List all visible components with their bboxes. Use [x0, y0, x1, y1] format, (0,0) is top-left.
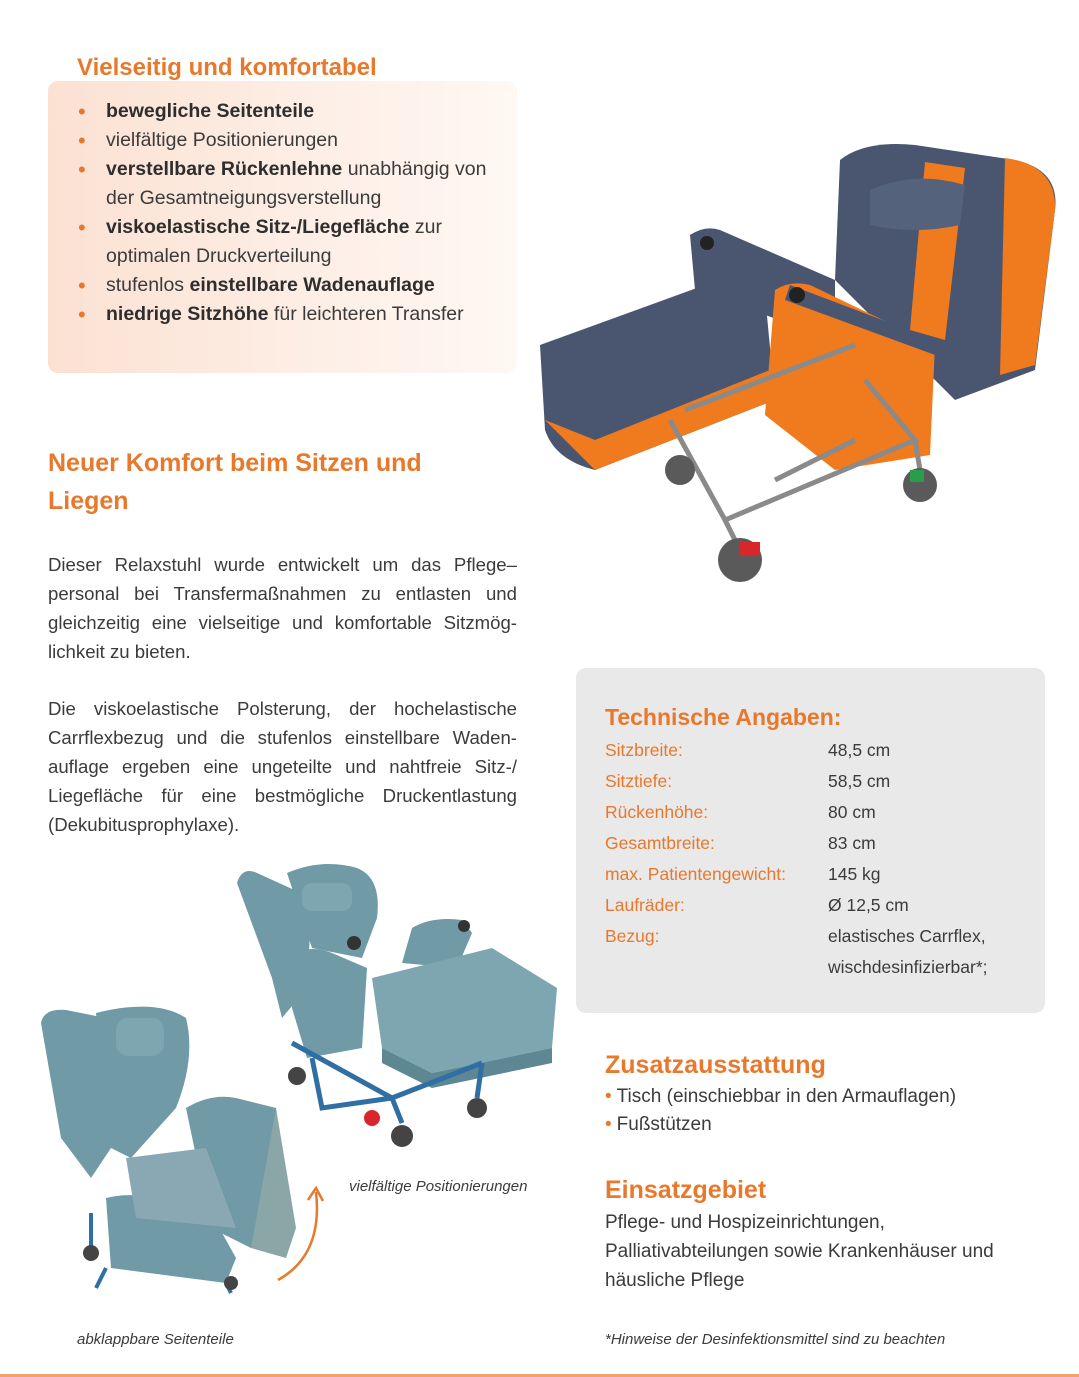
features-box [48, 81, 517, 373]
zusatz-list [605, 1083, 956, 1139]
zusatz-item [605, 1083, 956, 1111]
tech-label: Rückenhöhe: [605, 802, 709, 822]
chair-orange-photo [535, 140, 1065, 590]
tech-label: Sitzbreite: [605, 740, 683, 760]
feature-bold: einstellbare Wadenauflage [189, 274, 435, 296]
tech-value: 48,5 cm [828, 740, 891, 760]
bullet: • [78, 99, 86, 124]
tech-value: Ø 12,5 cm [828, 895, 909, 915]
feature-text: unabhängig von der Gesamtneigungsverstellung [106, 158, 487, 209]
tech-label: Laufräder: [605, 895, 685, 915]
bullet: • [78, 273, 86, 298]
einsatz-text: Pflege- und Hospizeinrichtungen, Palliativabteilungen sowie Krankenhäuser und häusliche Pflege [605, 1212, 994, 1291]
tech-value: elastisches Carrflex, [828, 926, 986, 946]
caption-positions: vielfältige Positionierungen [349, 1178, 528, 1195]
feature-bold: bewegliche Seitenteile [106, 100, 315, 122]
zusatz-title: Zusatzausstattung [605, 1051, 826, 1079]
bullet: • [78, 157, 86, 182]
curved-arrow-icon [268, 1180, 338, 1290]
tech-value: wischdesinfizierbar*; [828, 957, 988, 977]
zusatz-text: Tisch (einschiebbar in den Armauflagen) [616, 1086, 957, 1107]
feature-item [78, 213, 506, 271]
feature-bold: verstellbare Rückenlehne [106, 158, 343, 180]
feature-bold: niedrige Sitzhöhe [106, 303, 269, 325]
tech-label: Bezug: [605, 926, 660, 946]
bullet: • [78, 215, 86, 240]
caption-side-panels: abklappbare Seitenteile [77, 1331, 234, 1348]
zusatz-item [605, 1111, 956, 1139]
feature-text: vielfältige Positionierungen [106, 129, 338, 151]
bullet: • [78, 128, 86, 153]
feature-text: zur optimalen Druckverteilung [106, 216, 442, 267]
feature-item [78, 300, 506, 329]
tech-value: 145 kg [828, 864, 881, 884]
einsatz-title: Einsatzgebiet [605, 1176, 767, 1204]
feature-bold: viskoelastische Sitz-/Liegefläche [106, 216, 410, 238]
bullet: • [605, 1114, 612, 1135]
features-title: Vielseitig und komfortabel [77, 54, 377, 81]
feature-item [78, 126, 506, 155]
komfort-title: Neuer Komfort beim Sitzen und Liegen [48, 449, 422, 515]
tech-title: Technische Angaben: [605, 704, 842, 730]
bullet: • [78, 302, 86, 327]
zusatz-text: Fußstützen [616, 1114, 712, 1135]
feature-item [78, 155, 506, 213]
tech-specs-box [576, 668, 1045, 1013]
tech-value: 58,5 cm [828, 771, 891, 791]
caption-disinfection-note: *Hinweise der Desinfektionsmittel sind zu beachten [605, 1331, 946, 1348]
tech-value: 80 cm [828, 802, 876, 822]
feature-text: für leichteren Transfer [268, 303, 464, 325]
tech-label: Sitztiefe: [605, 771, 673, 791]
tech-label: Gesamtbreite: [605, 833, 715, 853]
tech-label: max. Patientengewicht: [605, 864, 786, 884]
feature-item [78, 97, 506, 126]
features-list [78, 97, 506, 329]
komfort-paragraph-2: Die viskoelastische Polsterung, der hochelastische Carrflexbezug und die stufenlos einstellbare Waden-auflage ergeben eine ungeteilte und nahtfreie Sitz-/ Liegefläche für eine bestmögliche Druckentlastung (Dekubitusprophylaxe). [48, 698, 517, 835]
bullet: • [605, 1086, 612, 1107]
tech-value: 83 cm [828, 833, 876, 853]
feature-text: stufenlos [106, 274, 190, 296]
komfort-paragraph-1: Dieser Relaxstuhl wurde entwickelt um das Pflege–personal bei Transfermaßnahmen zu entlasten und gleichzeitig eine vielseitige und komfortable Sitzmög-lichkeit zu bieten. [48, 554, 517, 662]
feature-item [78, 271, 506, 300]
